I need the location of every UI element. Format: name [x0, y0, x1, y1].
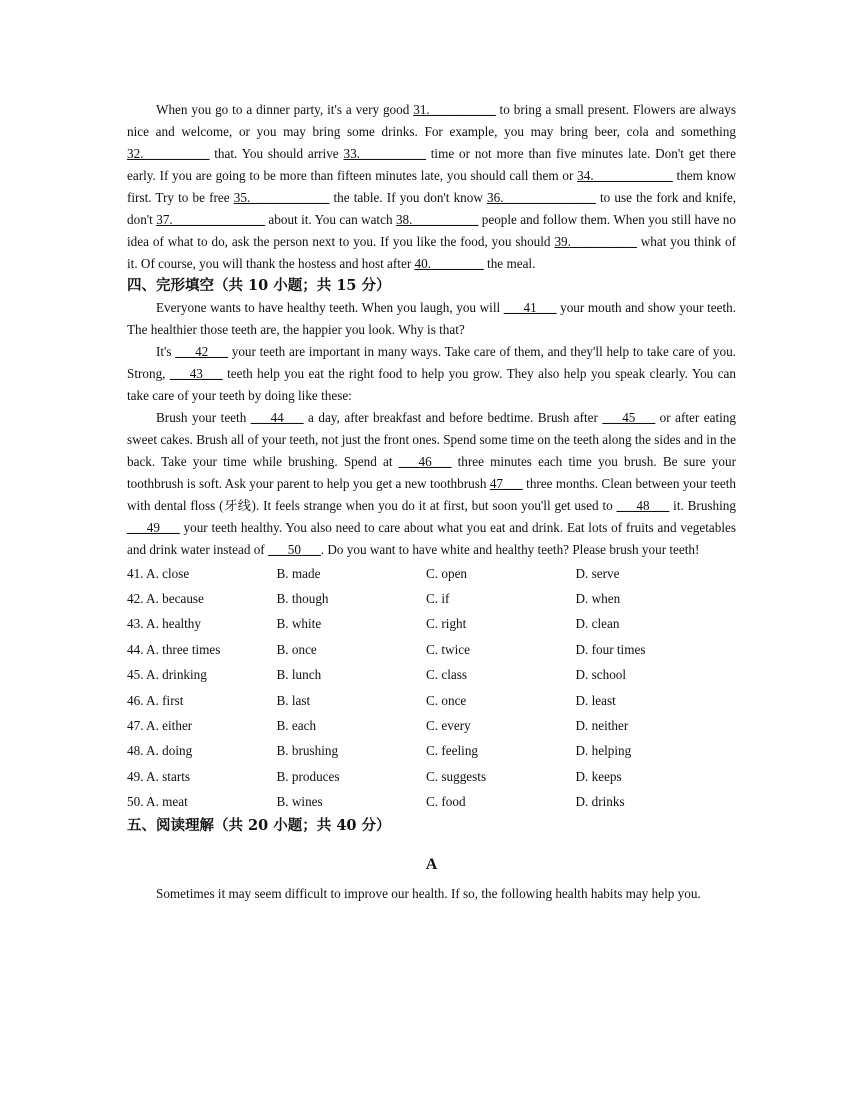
blank-36: 36.______________ — [487, 190, 596, 205]
cloze-text: it. Brushing — [669, 498, 736, 513]
option-a: 48. A. doing — [127, 743, 193, 759]
option-row-47 — [127, 713, 736, 738]
cloze-paragraph — [127, 341, 736, 407]
option-row-48 — [127, 739, 736, 764]
option-c: C. suggests — [426, 768, 487, 784]
cloze-text: or after eating sweet cakes. Brush all of your teeth, not just the front ones. Spend some time on the teeth along the sides and in the back. Take your time while brushing. Spend at — [127, 410, 736, 469]
option-c: C. every — [426, 718, 471, 734]
cloze-text: three months. Clean between your teeth with dental floss (牙线). It feels strange when you do it at first, but soon you'll get used to — [127, 476, 736, 513]
option-c: C. twice — [426, 641, 470, 657]
passage-text: to use the fork and knife, don't — [127, 190, 736, 227]
option-row-49 — [127, 764, 736, 789]
cloze-text: . Do you want to have white and healthy teeth? Please brush your teeth! — [320, 542, 700, 557]
option-row-50 — [127, 790, 736, 815]
option-a: 47. A. either — [127, 718, 193, 734]
option-a: 43. A. healthy — [127, 616, 201, 632]
blank-46: ___46___ — [398, 454, 452, 469]
blank-47: 47___ — [489, 476, 523, 491]
blank-44: ___44___ — [250, 410, 304, 425]
option-d: D. helping — [575, 743, 632, 759]
blank-43: ___43___ — [169, 366, 223, 381]
dinner-party-passage — [127, 99, 736, 275]
option-row-44 — [127, 637, 736, 662]
option-c: C. right — [426, 616, 467, 632]
option-row-42 — [127, 586, 736, 611]
blank-31: 31.__________ — [413, 102, 496, 117]
cloze-text: three minutes each time you brush. Be sure your toothbrush is soft. Ask your parent to help you get a new toothbrush — [127, 454, 736, 491]
passage-text: people and follow them. When you still have no idea of what to do, ask the person next to you. If you like the food, you should — [127, 212, 736, 249]
option-b: B. wines — [276, 794, 323, 810]
option-d: D. four times — [575, 641, 646, 657]
option-d: D. least — [575, 692, 616, 708]
option-d: D. when — [575, 591, 621, 607]
cloze-text: your teeth are important in many ways. Take care of them, and they'll help to take care of you. Strong, — [127, 344, 736, 381]
option-a: 50. A. meat — [127, 794, 188, 810]
option-a: 42. A. because — [127, 591, 204, 607]
blank-34: 34.____________ — [577, 168, 673, 183]
cloze-text: Brush your teeth — [156, 410, 251, 425]
option-a: 49. A. starts — [127, 768, 191, 784]
option-d: D. drinks — [575, 794, 625, 810]
option-b: B. made — [276, 565, 321, 581]
blank-49: ___49___ — [127, 520, 180, 535]
option-d: D. keeps — [575, 768, 622, 784]
cloze-text: Everyone wants to have healthy teeth. When you laugh, you will — [156, 300, 504, 315]
option-row-43 — [127, 612, 736, 637]
option-c: C. food — [426, 794, 466, 810]
option-row-45 — [127, 663, 736, 688]
option-b: B. last — [276, 692, 311, 708]
option-a: 46. A. first — [127, 692, 184, 708]
blank-39: 39.__________ — [554, 234, 637, 249]
passage-text: When you go to a dinner party, it's a very good — [156, 102, 414, 117]
option-b: B. brushing — [276, 743, 339, 759]
cloze-text: your mouth and show your teeth. The healthier those teeth are, the happier you look. Why is that? — [127, 300, 736, 337]
blank-33: 33.__________ — [343, 146, 426, 161]
option-b: B. each — [276, 718, 317, 734]
blank-41: ___41___ — [503, 300, 557, 315]
option-b: B. once — [276, 641, 317, 657]
blank-35: 35.____________ — [233, 190, 330, 205]
option-b: B. though — [276, 591, 329, 607]
option-a: 45. A. drinking — [127, 667, 207, 683]
option-c: C. open — [426, 565, 468, 581]
section-heading-cloze: 四、完形填空（共 10 小题；共 15 分） — [127, 277, 391, 294]
passage-text: them know first. Try to be free — [127, 168, 736, 205]
passage-text: the table. If you don't know — [329, 190, 488, 205]
exam-page — [127, 99, 736, 905]
passage-text: that. You should arrive — [209, 146, 344, 161]
cloze-text: teeth help you eat the right food to help you grow. They also help you speak clearly. You can take care of your teeth by doing like these: — [127, 366, 736, 403]
cloze-paragraph — [127, 407, 736, 561]
option-d: D. neither — [575, 718, 629, 734]
passage-text: time or not more than five minutes late. Don't get there early. If you are going to be more than fifteen minutes late, you should call them or — [127, 146, 737, 183]
cloze-text: your teeth healthy. You also need to care about what you eat and drink. Eat lots of fruits and vegetables and drink water instead of — [127, 520, 736, 557]
option-a: 44. A. three times — [127, 641, 221, 657]
blank-42: ___42___ — [175, 344, 229, 359]
passage-text: the meal. — [483, 256, 536, 271]
option-b: B. white — [276, 616, 322, 632]
option-c: C. class — [426, 667, 468, 683]
reading-passage-title: A — [425, 855, 438, 873]
blank-50: ___50___ — [268, 542, 321, 557]
blank-45: ___45___ — [602, 410, 656, 425]
option-d: D. school — [575, 667, 627, 683]
option-d: D. serve — [575, 565, 620, 581]
option-a: 41. A. close — [127, 565, 190, 581]
passage-text: what you think of it. Of course, you will thank the hostess and host after — [127, 234, 737, 271]
section-heading-reading: 五、阅读理解（共 20 小题；共 40 分） — [127, 816, 391, 834]
blank-38: 38.__________ — [395, 212, 479, 227]
option-row-46 — [127, 688, 736, 713]
cloze-text: a day, after breakfast and before bedtime. Brush after — [303, 410, 603, 425]
blank-32: 32.__________ — [127, 146, 210, 161]
passage-text: about it. You can watch — [265, 212, 396, 227]
option-d: D. clean — [575, 616, 620, 632]
option-c: C. once — [426, 692, 467, 708]
option-c: C. if — [426, 591, 450, 607]
option-row-41 — [127, 561, 736, 586]
blank-48: ___48___ — [616, 498, 670, 513]
blank-40: 40.________ — [414, 256, 484, 271]
option-c: C. feeling — [426, 743, 479, 759]
passage-text: to bring a small present. Flowers are always nice and welcome, or you may bring some drinks. For example, you may bring beer, cola and something — [127, 102, 736, 139]
option-b: B. lunch — [276, 667, 322, 683]
reading-passage-intro: Sometimes it may seem difficult to improve our health. If so, the following health habits may help you. — [156, 885, 701, 901]
cloze-paragraph — [127, 297, 736, 341]
cloze-options — [127, 561, 736, 815]
blank-37: 37.______________ — [156, 212, 266, 227]
cloze-text: It's — [156, 344, 176, 359]
option-b: B. produces — [276, 768, 340, 784]
